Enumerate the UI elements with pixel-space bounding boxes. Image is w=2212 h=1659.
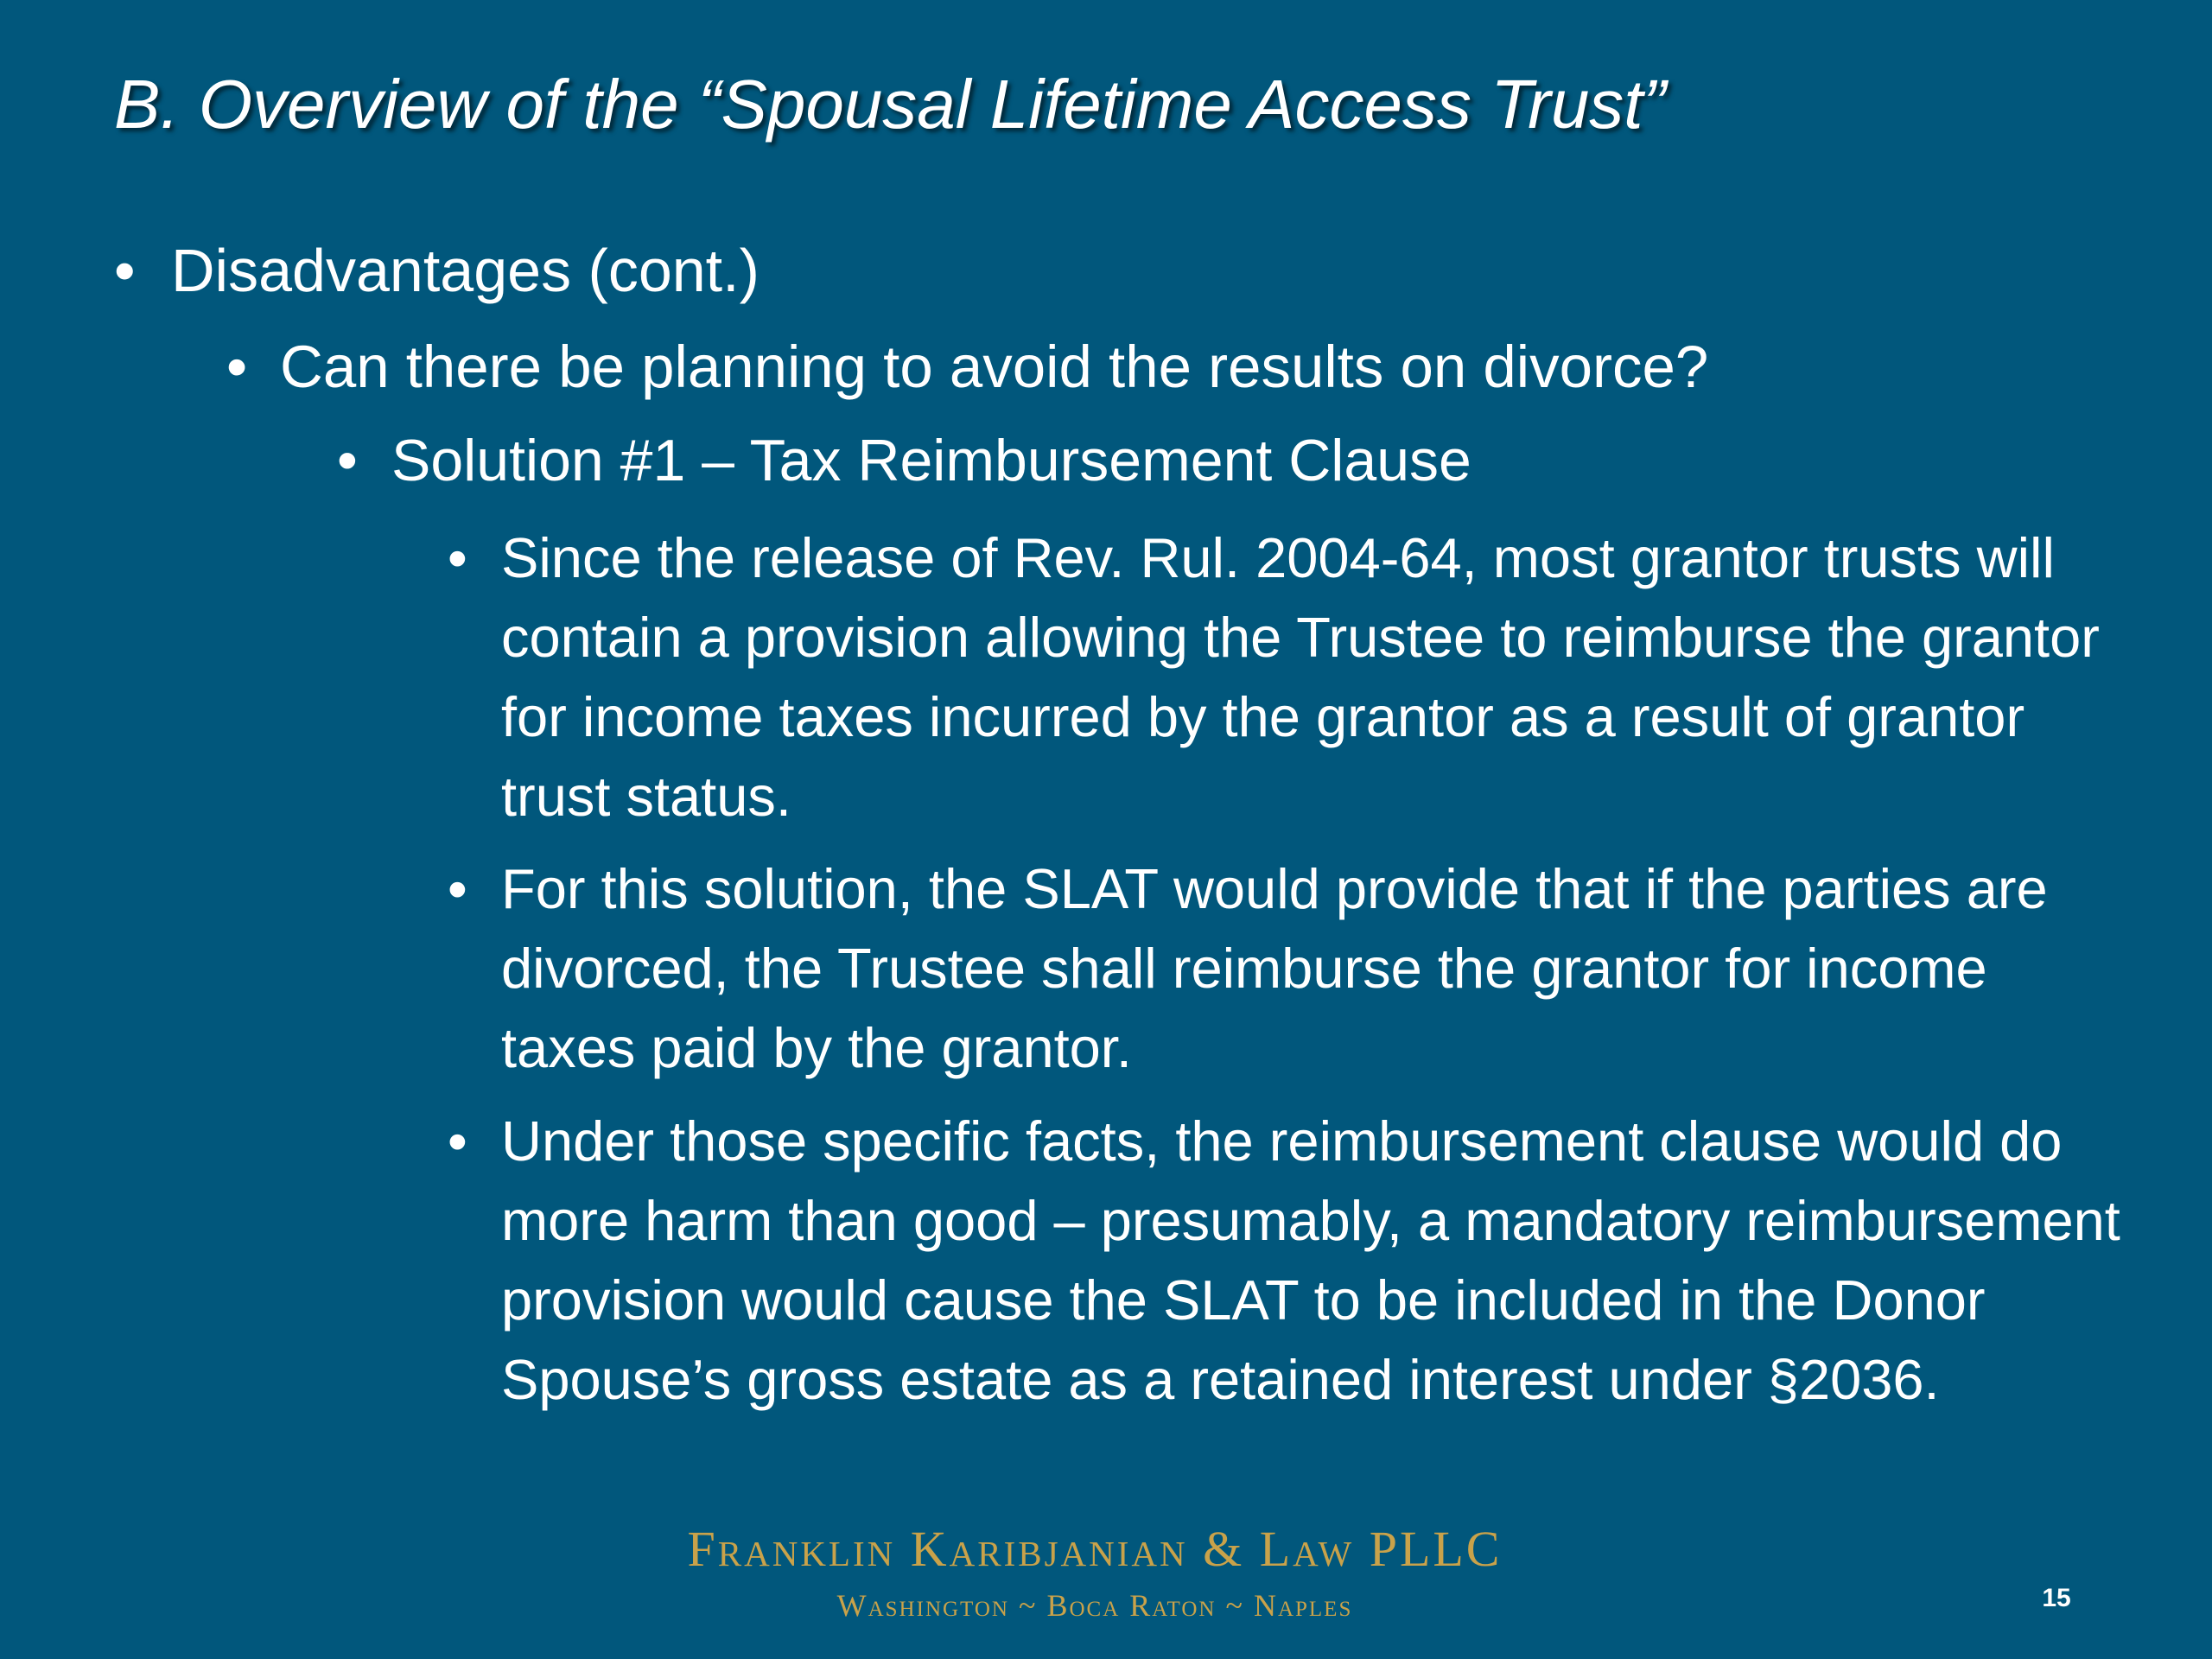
bullet-text: Can there be planning to avoid the results on divorce? [280, 334, 1709, 400]
footer-cities: Washington ~ Boca Raton ~ Naples [836, 1588, 1353, 1623]
bullet-level3 [337, 413, 2152, 508]
bullet-text: Disadvantages (cont.) [171, 237, 760, 304]
bullet-dot: • [448, 526, 467, 589]
bullet-text: Since the release of Rev. Rul. 2004-64, most grantor trusts will contain a provision allowing the Trustee to reimburse the grantor for income taxes incurred by the grantor as a result of grantor trust status. [501, 526, 2100, 828]
bullet-dot: • [448, 857, 467, 920]
bullet-level2 [226, 320, 2127, 415]
bullet-dot: • [448, 1109, 467, 1173]
bullet-dot: • [114, 237, 136, 304]
bullet-text: For this solution, the SLAT would provide that if the parties are divorced, the Trustee shall reimburse the grantor for income taxes paid by the grantor. [501, 857, 2048, 1079]
footer-firm-name: Franklin Karibjanian & Law PLLC [687, 1521, 1503, 1577]
bullet-dot: • [226, 334, 248, 400]
bullet-level1 [114, 223, 2101, 318]
bullet-text: Solution #1 – Tax Reimbursement Clause [391, 428, 1471, 493]
bullet-dot: • [337, 428, 358, 493]
bullet-level4-harm [448, 1102, 2133, 1420]
bullet-text: Under those specific facts, the reimbursement clause would do more harm than good – presumably, a mandatory reimbursement provision would cause the SLAT to be included in the Donor Spouse’s gross estate as a retained interest under §2036. [501, 1109, 2120, 1411]
bullet-level4-slat-divorce [448, 849, 2133, 1088]
slide-title: B. Overview of the “Spousal Lifetime Access Trust” [114, 66, 1667, 143]
bullet-level4-rev-rul [448, 518, 2133, 836]
page-number: 15 [2042, 1584, 2071, 1612]
